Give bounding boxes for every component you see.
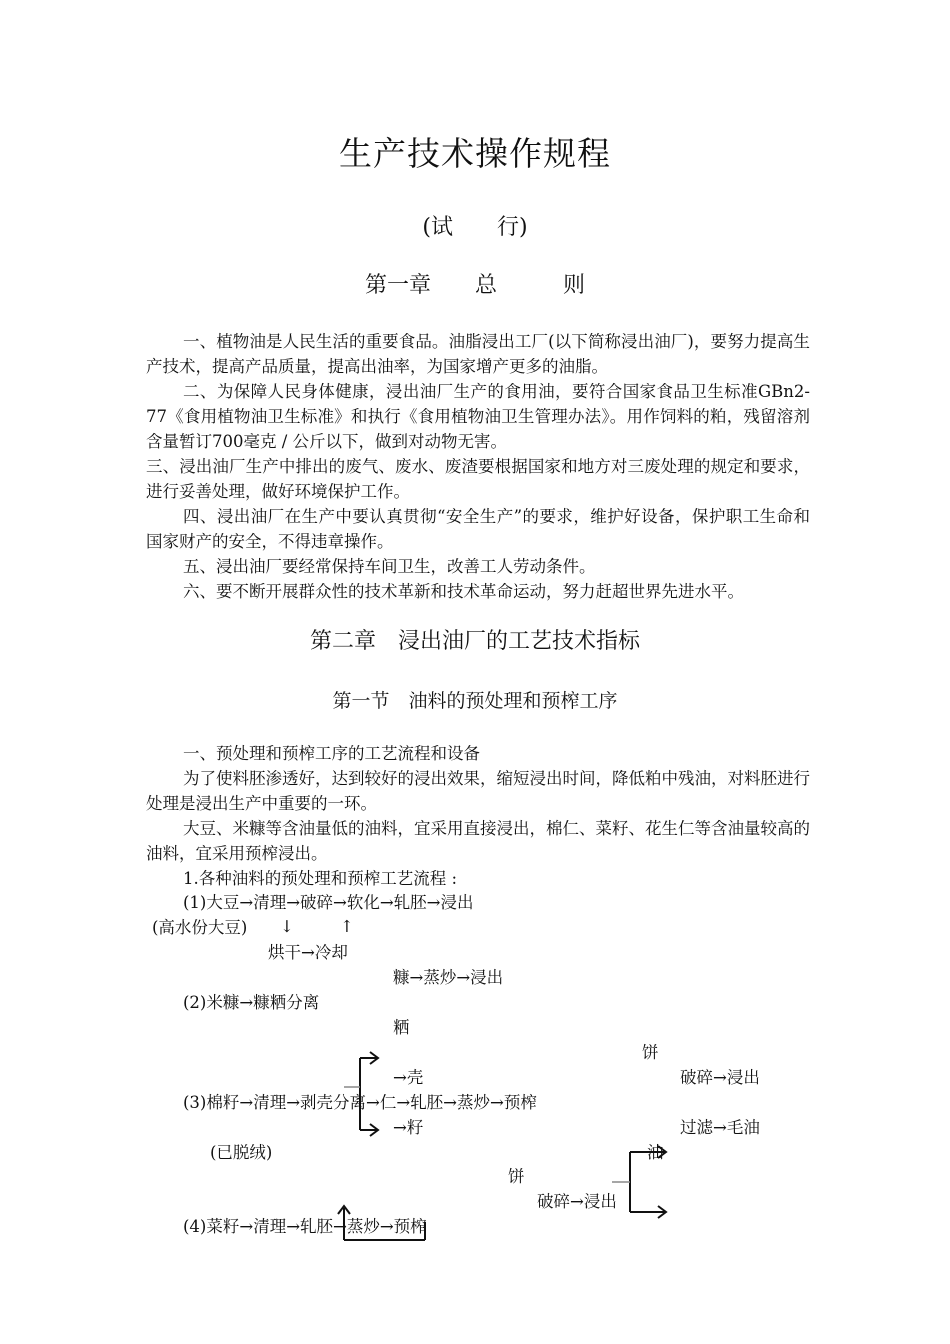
flow-4-main: (4)菜籽→清理→轧胚→蒸炒→预榨: [183, 1217, 427, 1236]
document-title: 生产技术操作规程: [339, 134, 611, 173]
section1-paragraph-2: 为了使料胚渗透好，达到较好的浸出效果，缩短浸出时间，降低粕中残油，对料胚进行处理是浸出生产中重要的一环。: [146, 769, 810, 813]
flow-2-bottom: 粞: [393, 1018, 410, 1037]
flow-1-note: (高水份大豆): [152, 918, 248, 937]
document-subtitle: (试 行): [422, 215, 528, 240]
flow-1-main: (1)大豆→清理→破碎→软化→轧胚→浸出: [183, 893, 474, 912]
chapter1-paragraph-3: 三、浸出油厂生产中排出的废气、废水、废渣要根据国家和地方对三废处理的规定和要求，进行妥善处理，做好环境保护工作。: [146, 457, 810, 501]
chapter1-paragraph-6: 六、要不断开展群众性的技术革新和技术革命运动，努力赶超世界先进水平。: [183, 582, 744, 601]
chapter-2-title: 第二章 浸出油厂的工艺技术指标: [309, 629, 640, 654]
chapter1-paragraph-1: 一、植物油是人民生活的重要食品。油脂浸出工厂(以下简称浸出油厂)，要努力提高生产技术，提高产品质量，提高出油率，为国家增产更多的油脂。: [146, 332, 810, 376]
chapter1-paragraph-4: 四、浸出油厂在生产中要认真贯彻“安全生产”的要求，维护好设备，保护职工生命和国家财产的安全，不得违章操作。: [146, 507, 810, 551]
flow-1-sub: 烘干→冷却: [268, 943, 348, 962]
flow-3-cake: 饼: [642, 1043, 659, 1062]
section1-paragraph-3: 大豆、米糠等含油量低的油料，宜采用直接浸出，棉仁、菜籽、花生仁等含油量较高的油料，宜采用预榨浸出。: [146, 819, 810, 863]
section1-paragraph-1: 一、预处理和预榨工序的工艺流程和设备: [183, 744, 480, 763]
flow-2-top: 糠→蒸炒→浸出: [393, 968, 504, 987]
chapter1-paragraph-2: 二、为保障人民身体健康，浸出油厂生产的食用油，要符合国家食品卫生标准GBn2-77《食用植物油卫生标准》和执行《食用植物油卫生管理办法》。用作饲料的粕，残留溶剂含量暂订700毫克 / 公斤以下，做到对动物无害。: [146, 382, 810, 451]
flow-3-seed: →籽: [393, 1118, 424, 1137]
section-1-title: 第一节 油料的预处理和预榨工序: [332, 690, 618, 712]
flow-3-filter: 过滤→毛油: [680, 1118, 760, 1137]
chapter-1-title: 第一章 总 则: [364, 273, 585, 298]
flow-3-oil: 油: [647, 1143, 664, 1162]
flow-4-cake: 饼: [508, 1167, 525, 1186]
flow-3-note: (已脱绒): [210, 1143, 273, 1162]
section1-paragraph-4: 1.各种油料的预处理和预榨工艺流程 :: [183, 869, 458, 888]
chapter1-paragraph-5: 五、浸出油厂要经常保持车间卫生，改善工人劳动条件。: [183, 557, 596, 576]
flow-2-main: (2)米糠→糠粞分离: [183, 993, 320, 1012]
flow-4-crush: 破碎→浸出: [537, 1192, 617, 1211]
flow-1-down-arrow: ↓: [280, 917, 294, 936]
flow-1-up-arrow: ↑: [340, 917, 354, 936]
flow-3-main: (3)棉籽→清理→剥壳分离→仁→轧胚→蒸炒→预榨: [183, 1093, 537, 1112]
flow-3-shell: →壳: [393, 1068, 424, 1087]
flow-3-crush: 破碎→浸出: [680, 1068, 760, 1087]
